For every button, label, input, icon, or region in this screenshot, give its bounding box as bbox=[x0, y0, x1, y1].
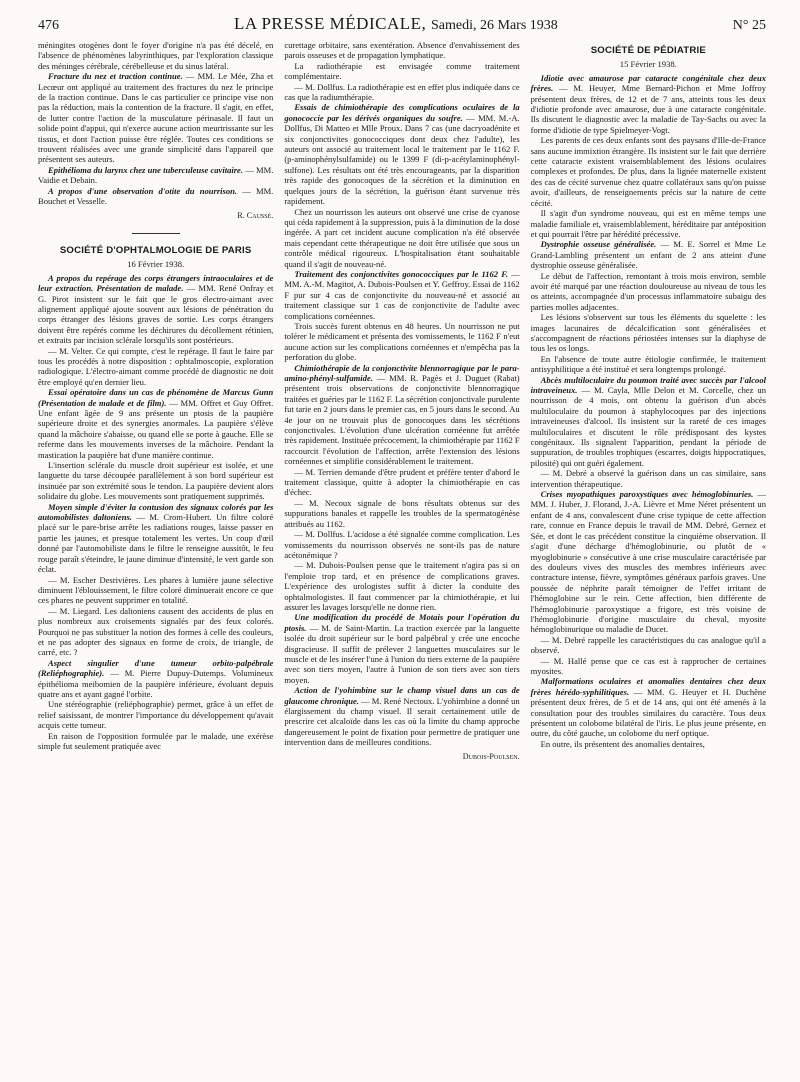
section-date: 15 Février 1938. bbox=[619, 59, 677, 70]
paragraph bbox=[531, 239, 766, 270]
signature: Dubois-Poulsen. bbox=[462, 751, 520, 761]
article-title: Aspect singulier d'une tumeur orbito-palpébrale (Reliéphographie). bbox=[38, 657, 274, 679]
article-title: Chimiothérapie de la conjonctivite blennorragique par le para-amino-phényl-sulfamide. bbox=[284, 362, 520, 383]
paragraph bbox=[531, 73, 766, 135]
article-title: Malformations oculaires et anomalies dentaires chez deux frères hérédo-syphilitiques. bbox=[530, 676, 766, 697]
paragraph bbox=[38, 186, 273, 207]
article-body: — MM. Offret et Guy Offret. Une enfant âgée de 9 ans présente un ptosis de la paupière supérieure droite et des synergies anormales. La paupière s'élève quand la mâchoire s'abaisse, ou quand elle se porte à gauche. Elle se referme dans les mouvements inverses de la mâchoire. Pendant la mastication la paupière bat d'une manière continue. bbox=[38, 397, 274, 460]
article-title: Dystrophie osseuse généralisée. bbox=[540, 239, 657, 250]
article-body: — M. Cayla, Mlle Delon et M. Corcelle, chez un nourrisson de 4 mois, ont obtenu la guérison d'un abcès multiloculaire du poumon à staphylocoques par des injections intraveineuses d'alcool. Ils insistent sur la rareté de ces images multiloculaires et discutent le rôle prédisposant des kystes congénitaux. Ils signalent l'apparition, pendant la période de suppuration, de troubles trophiques (escarres, doigts hippocratiques, pilosité) qui ont guéri également. bbox=[530, 385, 766, 468]
paragraph bbox=[38, 387, 273, 460]
paragraph: Chez un nourrisson les auteurs ont observé une crise de cyanose qui céda rapidement à la suppression, puis à la diminution de la dose ingérée. A part cet incident aucune complication n'a été observée mais cependant cette thérapeutique ne doit être utilisée que sous un contrôle médical rigoureux. L'hospitalisation étant souhaitable quand il s'agit de nouveau-né. bbox=[284, 206, 520, 269]
paragraph: — M. Terrien demande d'être prudent et préfère tenter d'abord le traitement classique, quitte à adopter la chimiothérapie en cas d'échec. bbox=[284, 466, 520, 498]
paragraph: — M. Dubois-Poulsen pense que le traitement n'agira pas si on l'emploie trop tard, et en présence de complications graves. L'expérience des urologistes suffit à dicter la conduite des ophtalmologistes. Il faut commencer par la chimiothérapie, et lui assurer les lavages lorsqu'elle ne donne rien. bbox=[284, 560, 520, 612]
article-body: — MM. Le Mée, Zha et Lecœur ont appliqué au traitement des fractures du nez le principe de la traction continue. Dans le cas particulier ce principe vise non pas la réduction, mais la contention de la fracture. Il s'agit, en effet, de lutter contre l'action de la musculature périnasale. Il faut un solide point d'appui, qui n'exerce aucune action meurtrissante sur les tissus, et dont l'action puisse être réglée. Toutes ces conditions se trouvent réalisées avec une grande simplicité dans l'appareil que présentent ses auteurs. bbox=[38, 71, 274, 165]
paragraph: Le début de l'affection, remontant à trois mois environ, semble avoir été marqué par une réaction douloureuse au niveau de tous les os atteints, accompagnée d'un processus inflammatoire subaigu des parties molles adjacentes. bbox=[530, 270, 766, 312]
paragraph: — M. Necoux signale de bons résultats obtenus sur des suppurations banales et rappelle les troubles de la spermatogénèse attribués au 1162. bbox=[284, 497, 520, 529]
section-title: SOCIÉTÉ DE PÉDIATRIE bbox=[590, 45, 706, 56]
paragraph: — M. Escher Desrivières. Les phares à lumière jaune sélective diminuent l'éblouissement, le filtre coloré diminuerait encore ce que ces phares ne peuvent supprimer en totalité. bbox=[38, 574, 274, 606]
article-body: — MM. J. Huber, J. Florand, J.-A. Lièvre et Mme Néret présentent un enfant de 4 ans, convalescent d'une crise typique de cette affection rare, connue en France depuis le travail de MM. Debré, Gernez et Sée, et dont le cas précédent constitue la cinquième observation. Il s'agit d'une décharge d'hémoglobinurie, ou plutôt de « myoglobinurie » consécutive à une crise musculaire caractérisée par des douleurs vives des muscles des membres inférieurs avec contracture intense, fièvre, symptômes généraux parfois graves. Une poussée de néphrite paraît témoigner de l'effet irritant de l'hémoglobine sur le rein. Cette affection, bien différente de l'hémoglobinurie paroxystique a frigore, est très voisine de l'hémoglobinurie d'origine musculaire du cheval, myosite hémoglobinurique ou maladie de Ducet. bbox=[530, 489, 766, 635]
paragraph: — M. Dollfus. L'acidose a été signalée comme complication. Les vomissements du nourrisson observés ne sont-ils pas de nature acétonémique ? bbox=[284, 529, 520, 560]
paragraph: En outre, ils présentent des anomalies dentaires, bbox=[540, 738, 705, 749]
article-title: A propos du repérage des corps étrangers intraoculaires et de leur extraction. Présentation de malade. bbox=[38, 272, 274, 294]
article-body: — MM. R. Pagès et J. Duguet (Rabat) présentent trois observations de conjonctivite blennorragique traitées et guéries par le 1162 F. La sécrétion conjonctivale purulente fut tarie en 2 jours dans le premier cas, en 5 jours dans le second. Au 4e jour on ne trouvait plus de gonocoques dans les sécrétions conjonctivales. L'évolution d'une ulcération cornéenne fut arrêtée très rapidement. Instituée précocement, la chimiothérapie par 1162 F raccourcit l'évolution de l'affection, arrête l'extension des lésions cornéennes et simplifie considérablement le traitement. bbox=[284, 373, 520, 467]
article-title: Idiotie avec amaurose par cataracte congénitale chez deux frères. bbox=[530, 72, 766, 94]
paragraph: En raison de l'opposition formulée par le malade, une exérèse simple fut seulement pratiquée avec bbox=[38, 730, 274, 751]
article-body: — M. René Nectoux. L'yohimbine a donné un élargissement du champ visuel. Il serait certainement utile de prescrire cet alcaloïde dans les cas où la limite du champ approche dangereusement le point de fixation pour permettre de pratiquer une intervention dans de meilleures conditions. bbox=[284, 695, 520, 748]
article-title: Une modification du procédé de Motais pour l'opération du ptosis. bbox=[284, 612, 520, 633]
paragraph bbox=[284, 685, 519, 747]
paragraph bbox=[284, 363, 519, 467]
article-title: Essais de chimiothérapie des complications oculaires de la gonococcie par les dérivés organiques du soufre. bbox=[284, 102, 520, 123]
paragraph: — M. Liegard. Les daltoniens causent des accidents de plus en plus nombreux aux croisements signalés par des feux colorés. Pourquoi ne pas substituer la notion des formes à celle des couleurs, et ne pas adopter des signaux en forme de croix, de triangle, de carré, etc. ? bbox=[38, 605, 274, 658]
columns bbox=[38, 40, 766, 762]
issue-date: Samedi, 26 Mars 1938 bbox=[431, 18, 558, 33]
article-title: Moyen simple d'éviter la contusion des signaux colorés par les automobilistes daltoniens. bbox=[38, 501, 274, 523]
section-date: 16 Février 1938. bbox=[127, 259, 185, 270]
article-body: — M. de Saint-Martin. La traction exercée par la languette isolée du droit supérieur sur le bord palpébral y crée une encoche disgracieuse. Il suffit de prélever 2 languettes musculaires sur le muscle et de les insérer l'une à l'union du tiers externe de la paupière avec son tiers moyen, l'autre à l'union de son tiers avec son tiers moyen. bbox=[284, 622, 520, 685]
paragraph bbox=[531, 375, 766, 469]
paragraph bbox=[284, 269, 519, 321]
paragraph: Une stéréographie (reliéphographie) permet, grâce à un effet de relief saisissant, de montrer l'importance du développement qu'avait acquis cette tumeur. bbox=[38, 699, 274, 731]
paragraph: Trois succès furent obtenus en 48 heures. Un nourrisson ne put tolérer le médicament et présenta des vomissements, le 1162 F n'eut aucune action sur les complications cornéennes et n'empêcha pas la perforation du globe. bbox=[284, 320, 520, 363]
page-header bbox=[38, 14, 766, 38]
article-body: — MM. Bouchet et Vesselle. bbox=[38, 185, 274, 207]
paragraph: Les lésions s'observent sur tous les éléments du squelette : les images lacunaires de décalcification sont généralisées et s'accompagnent de réactions périostées intenses sur la diaphyse de tous les os longs. bbox=[530, 312, 766, 354]
paragraph: — M. Debré a observé la guérison dans un cas similaire, sans intervention thérapeutique. bbox=[530, 468, 766, 489]
paragraph: méningites otogènes dont le foyer d'origine n'a pas été décelé, en l'absence de phénomènes labyrinthiques, par l'exploration classique des méninges cérébrale, cérébelleuse et du sinus latéral. bbox=[38, 40, 274, 71]
paragraph bbox=[38, 71, 273, 165]
article-title: Abcès multiloculaire du poumon traité avec succès par l'alcool intraveineux. bbox=[530, 374, 766, 395]
journal-title bbox=[234, 14, 558, 34]
paragraph bbox=[38, 273, 273, 346]
article-title: Essai opératoire dans un cas de phénomène de Marcus Gunn (Présentation de malade et de film). bbox=[38, 387, 274, 408]
paragraph: Il s'agit d'un syndrome nouveau, qui est en même temps une maladie familiale et, vraisemblablement, héréditaire par antéposition et qui pourrait l'être par hérédité précessive. bbox=[530, 208, 766, 239]
paragraph bbox=[531, 489, 766, 635]
article-title: Crises myopathiques paroxystiques avec hémoglobinuries. bbox=[540, 489, 754, 500]
article-body: — M. Heuyer, Mme Bernard-Pichon et Mme Joffroy présentent deux frères, de 12 et de 7 ans, atteints tous les deux d'idiotie profonde avec amaurose, due à une cataracte congénitale. Ils discutent le diagnostic avec la maladie de Tay-Sachs ou avec la forme d'idiotie de type Spielmeyer-Vogt. bbox=[530, 83, 766, 135]
article-body: — MM. René Onfray et G. Pirot insistent sur le fait que le gros électro-aimant avec alignement appliqué ajoute souvent aux lésions de pénétration du corps étranger des lésions graves de sortie. Les corps étrangers doivent être repérés comme les déchirures du décollement rétinien, et extraits par incision sclérale lorsqu'ils sont postérieurs. bbox=[38, 283, 274, 346]
divider bbox=[132, 233, 180, 234]
paragraph: — M. Hallé pense que ce cas est à rapprocher de certaines myosites. bbox=[530, 655, 766, 676]
article-body: — M. E. Sorrel et Mme Le Grand-Lambling présentent un enfant de 2 ans atteint d'une dystrophie osseuse généralisée. bbox=[530, 239, 766, 271]
paragraph: En l'absence de toute autre étiologie confirmée, le traitement antisyphilitique a été institué et sera longtemps prolongé. bbox=[530, 353, 766, 375]
article-body: — MM. A.-M. Magitot, A. Dubois-Poulsen et Y. Geffroy. Essai de 1162 F pur sur 4 cas de conjonctivite du nouveau-né et associé au traitement classique sur 1 cas de conjonctivite de l'adulte avec complications cornéennes. bbox=[284, 268, 520, 321]
paragraph bbox=[284, 612, 519, 685]
article-title: Fracture du nez et traction continue. bbox=[48, 71, 183, 82]
article-body: — MM. M.-A. Dollfus, Di Matteo et Mlle Proux. Dans 7 cas (une dacryoadénite et six conjonctivites gonococciques dont deux chez l'adulte), les auteurs ont associé au traitement local le traitement par le 1162 F. (p-aminophénylsulfamide) ou le 1399 F (di-p-acétylaminophényl-sulfone). Les résultats ont été très encourageants, par la disparition très rapide des gonocoques de la sécrétion et la diminution en quelques jours de la sécrétion, la guérison étant survenue très rapidement. bbox=[284, 112, 520, 207]
article-title: Traitement des conjonctivites gonococciques par le 1162 F. bbox=[294, 268, 508, 279]
journal-name: LA PRESSE MÉDICALE, bbox=[233, 14, 427, 33]
section-title: SOCIÉTÉ D'OPHTALMOLOGIE DE PARIS bbox=[59, 244, 252, 256]
paragraph: Les parents de ces deux enfants sont des paysans d'Ille-de-France sans aucune immixtion étrangère. Ils insistent sur le fait que derrière cette cataracte existent vraisemblablement des lésions oculaires complexes et profondes. De plus, dans la lignée maternelle existent des cas de cécité survenue chez quatre collatéraux sans qu'on puisse avoir, d'ailleurs, de renseignements précis sur la nature de cette cécité. bbox=[530, 135, 766, 208]
paragraph: La radiothérapie est envisagée comme traitement complémentaire. bbox=[284, 60, 520, 82]
paragraph bbox=[284, 102, 519, 206]
paragraph: — M. Velter. Ce qui compte, c'est le repérage. Il faut le faire par tous les procédés à notre disposition : ophtalmoscopie, exploration radiologique. L'électro-aimant comme procédé de diagnostic ne doit être employé qu'en dernier lieu. bbox=[38, 345, 274, 387]
paragraph: curettage orbitaire, sans exentération. Absence d'envahissement des parois osseuses et de propagation lymphatique. bbox=[284, 40, 520, 61]
article-title: A propos d'une observation d'otite du nourrison. bbox=[48, 185, 238, 196]
paragraph bbox=[531, 676, 766, 738]
paragraph bbox=[38, 502, 273, 575]
paragraph: — M. Dollfus. La radiothérapie est en effet plus indiquée dans ce cas que la radiumthérapie. bbox=[284, 81, 520, 103]
issue-number: N° 25 bbox=[732, 18, 766, 33]
article-title: Action de l'yohimbine sur le champ visuel dans un cas de glaucome chronique. bbox=[284, 685, 520, 706]
page-number: 476 bbox=[38, 18, 59, 33]
signature: R. Caussé. bbox=[237, 210, 274, 220]
column-3 bbox=[531, 40, 766, 762]
article-body: — MM. Vaidie et Debain. bbox=[38, 164, 274, 186]
paragraph bbox=[38, 165, 273, 186]
column-2 bbox=[284, 40, 519, 762]
article-body: — MM. G. Heuyer et H. Duchêne présentent deux frères, de 5 et de 14 ans, qui ont été amenés à la consultation pour des troubles similaires du caractère. Tous deux présentent un colobome bilatéral de l'iris. Le plus jeune présente, en outre, du côté gauche, un colobome du nerf optique. bbox=[530, 686, 766, 739]
article-title: Epithélioma du larynx chez une tuberculeuse cavitaire. bbox=[48, 164, 243, 175]
column-1 bbox=[38, 40, 273, 762]
paragraph bbox=[38, 658, 273, 700]
paragraph: L'insertion sclérale du muscle droit supérieur est isolée, et une languette du tarse découpée parallèlement à son bord supérieur est insinuée par son extrémité sous le tendon. La paupière devient alors solidaire du globe. Les mouvements sont pratiquement supprimés. bbox=[38, 460, 274, 502]
paragraph: — M. Debré rappelle les caractéristiques du cas analogue qu'il a observé. bbox=[530, 634, 766, 656]
article-body: — M. Pierre Dupuy-Dutemps. Volumineux épithélioma meibomien de la paupière inférieure, évoluant depuis quatre ans et ayant gagné l'orbite. bbox=[38, 668, 274, 699]
article-body: — M. Crom-Hubert. Un filtre coloré placé sur le pare-brise arrête les radiations rouges, laisse passer en partie les jaunes, et presque totalement les vertes. Un coup d'œil donné par l'automobiliste dans le filtre le renseigne aussitôt, le feu rouge paraît s'éteindre, le jaune diminue d'intensité, le vert garde son éclat. bbox=[38, 512, 274, 575]
